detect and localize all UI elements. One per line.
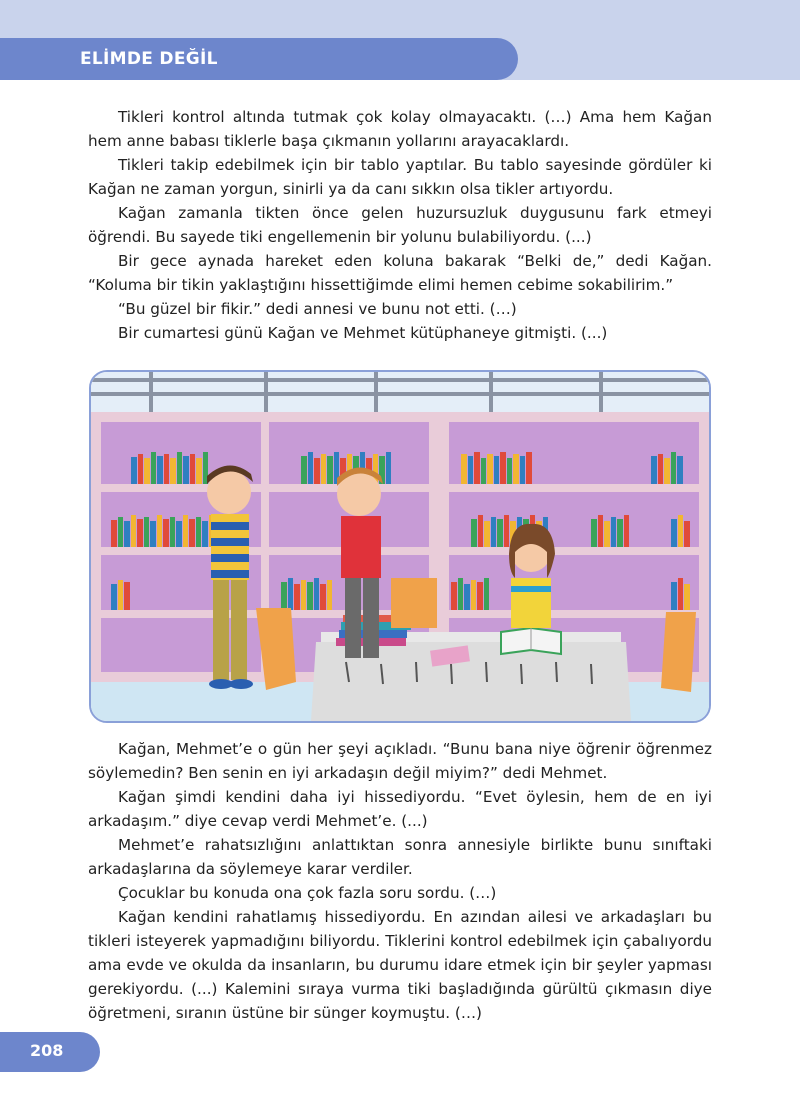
page-number: 208 xyxy=(30,1041,64,1060)
paragraph: Kağan şimdi kendini daha iyi hissediyordu. “Evet öylesin, hem de en iyi arkadaşım.” diye cevap verdi Mehmet’e. (...) xyxy=(88,788,712,830)
paragraph: Mehmet’e rahatsızlığını anlattıktan sonra annesiyle birlikte bunu sınıftaki arkadaşlarına da söylemeye karar verdiler. xyxy=(88,836,712,878)
paragraph: Çocuklar bu konuda ona çok fazla soru sordu. (…) xyxy=(118,884,497,902)
paragraph: “Bu güzel bir fikir.” dedi annesi ve bunu not etti. (…) xyxy=(118,300,517,318)
text-block-top xyxy=(88,105,712,345)
chapter-title: ELİMDE DEĞİL xyxy=(80,49,218,69)
paragraph: Bir cumartesi günü Kağan ve Mehmet kütüphaneye gitmişti. (...) xyxy=(118,324,608,342)
paragraph: Tikleri takip edebilmek için bir tablo yaptılar. Bu tablo sayesinde gördüler ki Kağan ne zaman yorgun, sinirli ya da canı sıkkın olsa tikler artıyordu. xyxy=(88,156,712,198)
header-tab xyxy=(0,38,518,80)
paragraph: Kağan kendini rahatlamış hissediyordu. En azından ailesi ve arkadaşları bu tikleri isteyerek yapmadığını biliyordu. Tiklerini kontrol edebilmek için çabalıyordu ama evde ve okulda da insanların, bu durumu idare etmek için bir şeyler yapması gerekiyordu. (...) Kalemini sıraya vurma tiki başladığında gürültü çıkmasın diye öğretmeni, sıranın üstüne bir sünger koymuştu. (…) xyxy=(88,908,712,1022)
paragraph: Kağan, Mehmet’e o gün her şeyi açıkladı. “Bunu bana niye öğrenir öğrenmez söylemedin? Ben senin en iyi arkadaşın değil miyim?” dedi Mehmet. xyxy=(88,740,712,782)
paragraph: Tikleri kontrol altında tutmak çok kolay olmayacaktı. (…) Ama hem Kağan hem anne babası tiklerle başa çıkmanın yollarını arayacaklardı. xyxy=(88,108,712,150)
paragraph: Kağan zamanla tikten önce gelen huzursuzluk duygusunu fark etmeyi öğrendi. Bu sayede tiki engellemenin bir yolunu bulabiliyordu. (...) xyxy=(88,204,712,246)
text-block-bottom xyxy=(88,737,712,1025)
library-illustration xyxy=(89,370,711,723)
paragraph: Bir gece aynada hareket eden koluna bakarak “Belki de,” dedi Kağan. “Koluma bir tikin yaklaştığını hissettiğimde elimi hemen cebime sokabilirim.” xyxy=(88,252,712,294)
